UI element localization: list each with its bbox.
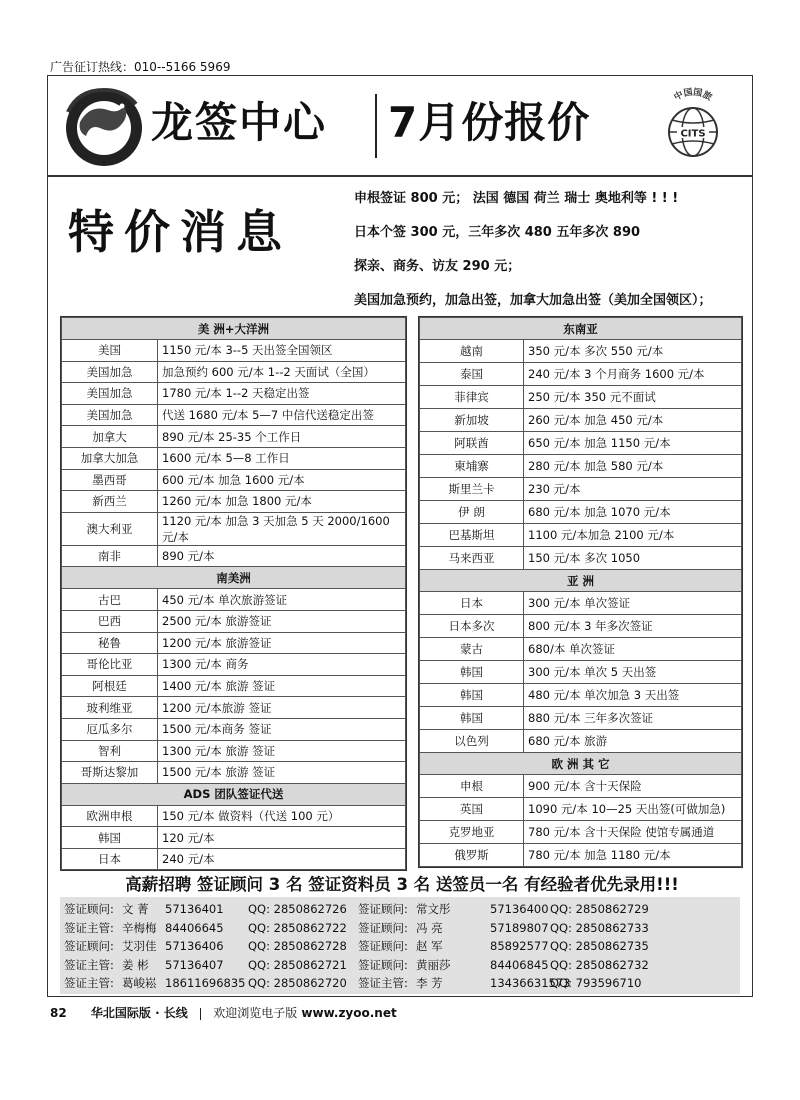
country-cell: 阿根廷 bbox=[62, 675, 158, 697]
page-number: 82 bbox=[50, 1006, 67, 1020]
contact-title: 签证主管: bbox=[64, 976, 114, 991]
country-cell: 日本 bbox=[62, 848, 158, 870]
country-cell: 韩国 bbox=[420, 661, 524, 684]
price-row bbox=[420, 592, 742, 615]
price-row bbox=[420, 615, 742, 638]
price-row bbox=[420, 478, 742, 501]
price-cell: 350 元/本 多次 550 元/本 bbox=[524, 340, 742, 363]
special-line: 美国加急预约，加急出签，加拿大加急出签（美加全国领区）； bbox=[354, 293, 712, 308]
price-cell: 1300 元/本 商务 bbox=[158, 654, 406, 676]
country-cell: 澳大利亚 bbox=[62, 512, 158, 545]
price-cell: 680 元/本 加急 1070 元/本 bbox=[524, 501, 742, 524]
price-row bbox=[62, 404, 406, 426]
price-sheet bbox=[47, 75, 753, 997]
country-cell: 玻利维亚 bbox=[62, 697, 158, 719]
country-cell: 美国加急 bbox=[62, 383, 158, 405]
country-cell: 柬埔寨 bbox=[420, 455, 524, 478]
ad-hotline: 广告征订热线：010--5166 5969 bbox=[50, 60, 231, 74]
contact-title: 签证顾问: bbox=[64, 939, 114, 954]
price-cell: 120 元/本 bbox=[158, 827, 406, 849]
country-cell: 墨西哥 bbox=[62, 469, 158, 491]
contact-qq: QQ: 2850862728 bbox=[248, 939, 347, 954]
price-row bbox=[420, 821, 742, 844]
price-row bbox=[62, 545, 406, 567]
special-line: 申根签证 800 元； 法国 德国 荷兰 瑞士 奥地利等 ! ! ! bbox=[354, 191, 679, 206]
price-cell: 1260 元/本 加急 1800 元/本 bbox=[158, 491, 406, 513]
country-cell: 斯里兰卡 bbox=[420, 478, 524, 501]
section-title: 南美洲 bbox=[62, 567, 406, 589]
section-header-row bbox=[420, 753, 742, 775]
price-row bbox=[62, 697, 406, 719]
price-table-left bbox=[60, 316, 407, 871]
country-cell: 韩国 bbox=[420, 684, 524, 707]
price-cell: 890 元/本 bbox=[158, 545, 406, 567]
contact-phone: 57136400 bbox=[490, 902, 549, 916]
contact-row bbox=[60, 919, 740, 938]
price-row bbox=[420, 775, 742, 798]
cits-text: CITS bbox=[680, 128, 706, 140]
price-row bbox=[62, 383, 406, 405]
specials-list bbox=[354, 182, 712, 318]
price-row bbox=[420, 386, 742, 409]
price-row bbox=[420, 661, 742, 684]
price-row bbox=[420, 798, 742, 821]
price-cell: 250 元/本 350 元不面试 bbox=[524, 386, 742, 409]
price-row bbox=[62, 512, 406, 545]
price-row bbox=[62, 827, 406, 849]
price-cell: 480 元/本 单次加急 3 天出签 bbox=[524, 684, 742, 707]
edition-name: 华北国际版 · 长线 bbox=[90, 1006, 188, 1020]
price-cell: 780 元/本 加急 1180 元/本 bbox=[524, 844, 742, 867]
contact-qq: QQ: 793596710 bbox=[550, 976, 642, 991]
section-header-row bbox=[420, 318, 742, 340]
contact-qq: QQ: 2850862726 bbox=[248, 902, 347, 916]
contact-name: 辛梅梅 bbox=[122, 920, 157, 935]
contact-list bbox=[60, 897, 740, 994]
country-cell: 申根 bbox=[420, 775, 524, 798]
price-cell: 600 元/本 加急 1600 元/本 bbox=[158, 469, 406, 491]
contact-title: 签证顾问: bbox=[358, 939, 408, 954]
price-cell: 650 元/本 加急 1150 元/本 bbox=[524, 432, 742, 455]
price-cell: 450 元/本 单次旅游签证 bbox=[158, 589, 406, 611]
country-cell: 哥伦比亚 bbox=[62, 654, 158, 676]
price-cell: 300 元/本 单次 5 天出签 bbox=[524, 661, 742, 684]
contact-phone: 84406645 bbox=[165, 920, 224, 935]
country-cell: 秘鲁 bbox=[62, 632, 158, 654]
country-cell: 马来西亚 bbox=[420, 547, 524, 570]
price-cell: 680 元/本 旅游 bbox=[524, 730, 742, 753]
country-cell: 南非 bbox=[62, 545, 158, 567]
contact-name: 黄丽莎 bbox=[416, 957, 451, 972]
price-cell: 280 元/本 加急 580 元/本 bbox=[524, 455, 742, 478]
section-title: 欧 洲 其 它 bbox=[420, 753, 742, 775]
country-cell: 加拿大加急 bbox=[62, 447, 158, 469]
price-cell: 1500 元/本 旅游 签证 bbox=[158, 762, 406, 784]
country-cell: 伊 朗 bbox=[420, 501, 524, 524]
price-row bbox=[62, 805, 406, 827]
country-cell: 加拿大 bbox=[62, 426, 158, 448]
price-cell: 代送 1680 元/本 5—7 中信代送稳定出签 bbox=[158, 404, 406, 426]
recruitment-banner: 高薪招聘 签证顾问 3 名 签证资料员 3 名 送签员一名 有经验者优先录用!!! bbox=[125, 875, 679, 894]
contact-qq: QQ: 2850862733 bbox=[550, 920, 649, 935]
contact-name: 姜 彬 bbox=[122, 957, 149, 972]
contact-phone: 85892577 bbox=[490, 939, 549, 954]
contact-phone: 57136407 bbox=[165, 957, 224, 972]
price-cell: 900 元/本 含十天保险 bbox=[524, 775, 742, 798]
country-cell: 厄瓜多尔 bbox=[62, 718, 158, 740]
price-cell: 300 元/本 单次签证 bbox=[524, 592, 742, 615]
price-row bbox=[420, 455, 742, 478]
contact-title: 签证顾问: bbox=[358, 957, 408, 972]
contact-phone: 57136401 bbox=[165, 902, 224, 916]
special-line: 日本个签 300 元，三年多次 480 五年多次 890 bbox=[354, 225, 641, 240]
contact-row bbox=[60, 974, 740, 993]
contact-name: 文 菁 bbox=[122, 902, 149, 916]
country-cell: 日本多次 bbox=[420, 615, 524, 638]
contact-title: 签证顾问: bbox=[64, 902, 114, 916]
contact-title: 签证顾问: bbox=[358, 902, 408, 916]
price-row bbox=[62, 848, 406, 870]
price-row bbox=[420, 340, 742, 363]
page-footer bbox=[50, 1004, 397, 1021]
specials-title: 特价消息 bbox=[68, 205, 292, 259]
contact-name: 艾羽佳 bbox=[122, 939, 157, 954]
section-title: ADS 团队签证代送 bbox=[62, 783, 406, 805]
price-cell: 1200 元/本旅游 签证 bbox=[158, 697, 406, 719]
contact-name: 李 芳 bbox=[416, 976, 443, 991]
country-cell: 新加坡 bbox=[420, 409, 524, 432]
contact-row bbox=[60, 956, 740, 975]
price-row bbox=[62, 632, 406, 654]
contact-row bbox=[60, 900, 740, 919]
country-cell: 哥斯达黎加 bbox=[62, 762, 158, 784]
footer-divider bbox=[200, 1008, 201, 1020]
country-cell: 新西兰 bbox=[62, 491, 158, 513]
price-cell: 230 元/本 bbox=[524, 478, 742, 501]
price-row bbox=[420, 432, 742, 455]
contact-phone: 57136406 bbox=[165, 939, 224, 954]
price-row bbox=[62, 340, 406, 362]
section-header-row bbox=[62, 783, 406, 805]
contact-qq: QQ: 2850862722 bbox=[248, 920, 347, 935]
price-row bbox=[420, 730, 742, 753]
contact-name: 常文彤 bbox=[416, 902, 451, 916]
contact-phone: 18611696835 bbox=[165, 976, 246, 991]
price-cell: 150 元/本 做资料（代送 100 元） bbox=[158, 805, 406, 827]
price-cell: 1780 元/本 1--2 天稳定出签 bbox=[158, 383, 406, 405]
country-cell: 越南 bbox=[420, 340, 524, 363]
country-cell: 以色列 bbox=[420, 730, 524, 753]
price-cell: 240 元/本 bbox=[158, 848, 406, 870]
price-cell: 880 元/本 三年多次签证 bbox=[524, 707, 742, 730]
price-cell: 1150 元/本 3--5 天出签全国领区 bbox=[158, 340, 406, 362]
website-link[interactable]: www.zyoo.net bbox=[301, 1006, 397, 1020]
contact-title: 签证主管: bbox=[64, 957, 114, 972]
contact-title: 签证主管: bbox=[358, 976, 408, 991]
price-row bbox=[62, 762, 406, 784]
country-cell: 英国 bbox=[420, 798, 524, 821]
price-row bbox=[420, 524, 742, 547]
price-cell: 800 元/本 3 年多次签证 bbox=[524, 615, 742, 638]
contact-qq: QQ: 2850862720 bbox=[248, 976, 347, 991]
price-row bbox=[62, 447, 406, 469]
contact-row bbox=[60, 937, 740, 956]
price-cell: 1120 元/本 加急 3 天加急 5 天 2000/1600 元/本 bbox=[158, 512, 406, 545]
section-title: 亚 洲 bbox=[420, 570, 742, 592]
svg-text:中国国旅 bbox=[672, 86, 715, 103]
header-divider bbox=[375, 94, 377, 158]
price-table-right bbox=[418, 316, 743, 868]
section-header-row bbox=[420, 570, 742, 592]
price-row bbox=[420, 684, 742, 707]
country-cell: 克罗地亚 bbox=[420, 821, 524, 844]
country-cell: 美国 bbox=[62, 340, 158, 362]
price-row bbox=[62, 718, 406, 740]
price-cell: 1090 元/本 10—25 天出签(可做加急) bbox=[524, 798, 742, 821]
cits-globe-logo-icon bbox=[650, 86, 736, 170]
contact-phone: 13436631573 bbox=[490, 976, 571, 991]
price-row bbox=[420, 501, 742, 524]
country-cell: 韩国 bbox=[62, 827, 158, 849]
price-row bbox=[420, 707, 742, 730]
country-cell: 古巴 bbox=[62, 589, 158, 611]
country-cell: 美国加急 bbox=[62, 361, 158, 383]
contact-phone: 84406845 bbox=[490, 957, 549, 972]
price-cell: 680/本 单次签证 bbox=[524, 638, 742, 661]
welcome-text: 欢迎浏览电子版 bbox=[213, 1006, 298, 1020]
country-cell: 智利 bbox=[62, 740, 158, 762]
contact-title: 签证顾问: bbox=[358, 920, 408, 935]
price-cell: 加急预约 600 元/本 1--2 天面试（全国） bbox=[158, 361, 406, 383]
special-line: 探亲、商务、访友 290 元； bbox=[354, 259, 521, 274]
contact-qq: QQ: 2850862721 bbox=[248, 957, 347, 972]
price-row bbox=[420, 547, 742, 570]
price-row bbox=[420, 363, 742, 386]
country-cell: 巴西 bbox=[62, 610, 158, 632]
contact-phone: 57189807 bbox=[490, 920, 549, 935]
price-cell: 780 元/本 含十天保险 使馆专属通道 bbox=[524, 821, 742, 844]
price-row bbox=[62, 469, 406, 491]
country-cell: 日本 bbox=[420, 592, 524, 615]
price-row bbox=[420, 638, 742, 661]
price-cell: 260 元/本 加急 450 元/本 bbox=[524, 409, 742, 432]
country-cell: 韩国 bbox=[420, 707, 524, 730]
country-cell: 阿联酋 bbox=[420, 432, 524, 455]
price-row bbox=[62, 589, 406, 611]
price-row bbox=[62, 675, 406, 697]
country-cell: 巴基斯坦 bbox=[420, 524, 524, 547]
contact-name: 冯 亮 bbox=[416, 920, 443, 935]
country-cell: 欧洲申根 bbox=[62, 805, 158, 827]
header-banner bbox=[48, 76, 752, 176]
section-title: 东南亚 bbox=[420, 318, 742, 340]
contact-qq: QQ: 2850862732 bbox=[550, 957, 649, 972]
month-price-title: 7月份报价 bbox=[388, 98, 591, 147]
price-cell: 890 元/本 25-35 个工作日 bbox=[158, 426, 406, 448]
country-cell: 美国加急 bbox=[62, 404, 158, 426]
country-cell: 蒙古 bbox=[420, 638, 524, 661]
price-cell: 1200 元/本 旅游签证 bbox=[158, 632, 406, 654]
contact-qq: QQ: 2850862735 bbox=[550, 939, 649, 954]
contact-name: 葛峻崧 bbox=[122, 976, 157, 991]
price-row bbox=[62, 740, 406, 762]
price-row bbox=[62, 654, 406, 676]
section-header-row bbox=[62, 567, 406, 589]
contact-title: 签证主管: bbox=[64, 920, 114, 935]
price-row bbox=[62, 361, 406, 383]
price-cell: 1300 元/本 旅游 签证 bbox=[158, 740, 406, 762]
dragon-logo-icon bbox=[60, 82, 148, 170]
price-cell: 2500 元/本 旅游签证 bbox=[158, 610, 406, 632]
price-row bbox=[62, 491, 406, 513]
price-cell: 1500 元/本商务 签证 bbox=[158, 718, 406, 740]
cits-arc-text: 中国国旅 bbox=[672, 87, 714, 104]
price-cell: 1100 元/本加急 2100 元/本 bbox=[524, 524, 742, 547]
price-row bbox=[420, 844, 742, 867]
section-title: 美 洲+大洋洲 bbox=[62, 318, 406, 340]
contact-name: 赵 军 bbox=[416, 939, 443, 954]
country-cell: 俄罗斯 bbox=[420, 844, 524, 867]
price-row bbox=[62, 426, 406, 448]
price-row bbox=[62, 610, 406, 632]
section-header-row bbox=[62, 318, 406, 340]
price-cell: 150 元/本 多次 1050 bbox=[524, 547, 742, 570]
price-row bbox=[420, 409, 742, 432]
country-cell: 菲律宾 bbox=[420, 386, 524, 409]
price-cell: 1600 元/本 5—8 工作日 bbox=[158, 447, 406, 469]
country-cell: 泰国 bbox=[420, 363, 524, 386]
price-cell: 1400 元/本 旅游 签证 bbox=[158, 675, 406, 697]
brand-name: 龙签中心 bbox=[151, 98, 328, 147]
header-rule bbox=[48, 175, 752, 177]
price-cell: 240 元/本 3 个月商务 1600 元/本 bbox=[524, 363, 742, 386]
contact-qq: QQ: 2850862729 bbox=[550, 902, 649, 916]
